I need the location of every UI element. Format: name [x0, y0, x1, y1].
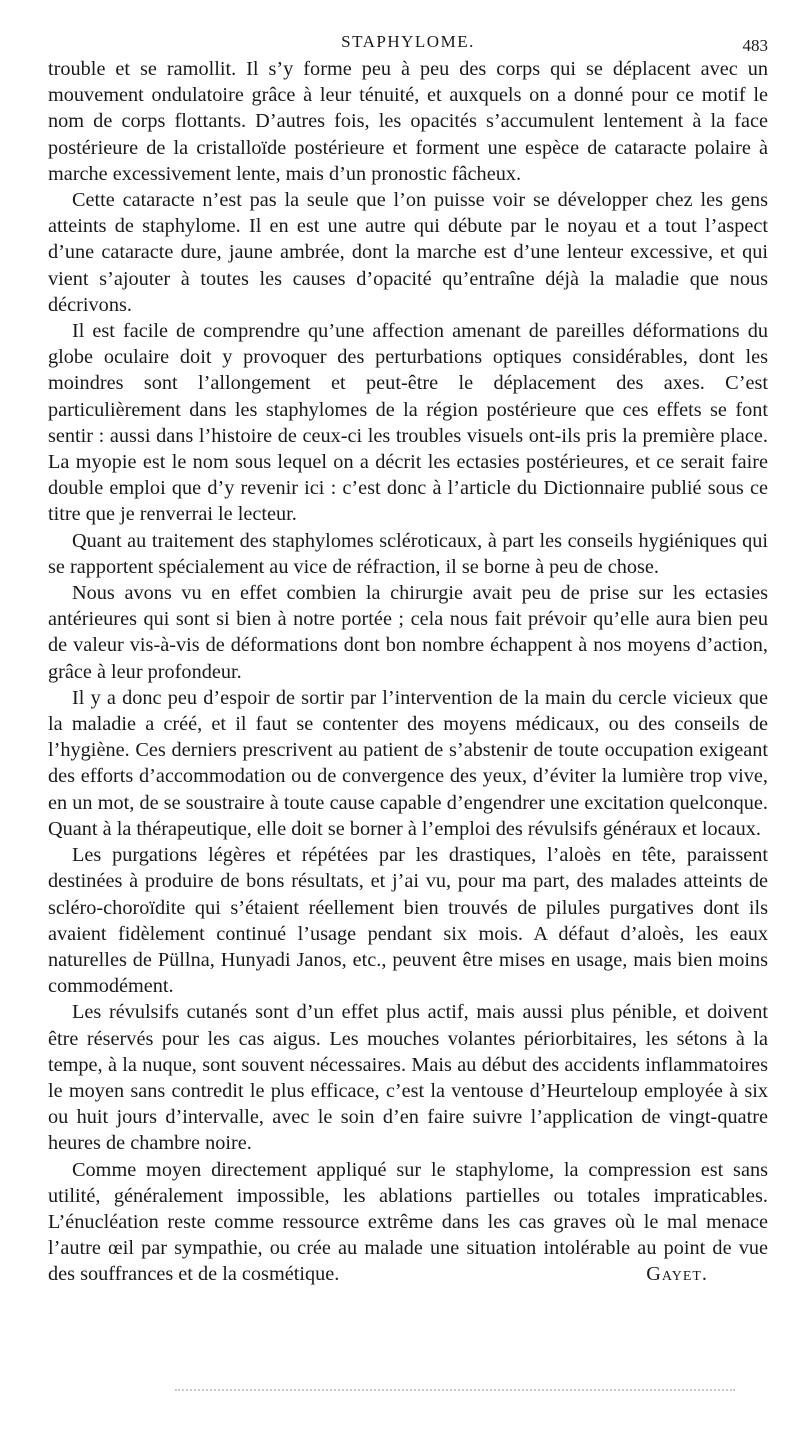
- paragraph: Quant au traitement des staphylomes scléroticaux, à part les conseils hygiéniques qui se rapportent spécialement au vice de réfraction, il se borne à peu de chose.: [48, 529, 768, 578]
- paragraph: Les purgations légères et répétées par les drastiques, l’aloès en tête, paraissent destinées à produire de bons résultats, et j’ai vu, pour ma part, des malades atteints de scléro-choroïdite qui s’étaient réellement bien trouvés de pilules purgatives dont ils avaient fidèlement continué l’usage pendant six mois. A défaut d’aloès, les eaux naturelles de Püllna, Hunyadi Janos, etc., peuvent être mises en usage, mais bien moins commodément.: [48, 844, 768, 998]
- author-signature: Gayet.: [646, 1263, 708, 1286]
- paragraph-text: Comme moyen directement appliqué sur le staphylome, la compression est sans utilité, généralement impossible, les ablations partielles ou totales impraticables. L’énucléation reste comme ressource extrême dans les cas graves où le mal menace l’autre œil par sympathie, ou crée au malade une situation intolérable au point de vue des souffrances et de la cosmétique.: [48, 1158, 768, 1286]
- running-title: STAPHYLOME.: [341, 32, 475, 51]
- page-number: 483: [742, 36, 768, 55]
- paragraph: trouble et se ramollit. Il s’y forme peu à peu des corps qui se déplacent avec un mouvement ondulatoire grâce à leur ténuité, et auxquels on a donné pour ce motif le nom de corps flottants. D’autres fois, les opacités s’accumulent lentement à la face postérieure de la cristalloïde postérieure et forment une espèce de cataracte polaire à marche excessivement lente, mais d’un pronostic fâcheux.: [48, 58, 768, 185]
- paragraph: Les révulsifs cutanés sont d’un effet plus actif, mais aussi plus pénible, et doivent être réservés pour les cas aigus. Les mouches volantes périorbitaires, les sétons à la tempe, à la nuque, sont souvent nécessaires. Mais au début des accidents inflammatoires le moyen sans contredit le plus efficace, c’est la ventouse d’Heurteloup employée à six ou huit jours d’intervalle, avec le soin d’en faire suivre l’application de vingt-quatre heures de chambre noire.: [48, 1001, 768, 1155]
- paragraph: Il est facile de comprendre qu’une affection amenant de pareilles déformations du globe oculaire doit y provoquer des perturbations optiques considérables, dont les moindres sont l’allongement et peut-être le déplacement des axes. C’est particulièrement dans les staphylomes de la région postérieure que ces effets se font sentir : aussi dans l’histoire de ceux-ci les troubles visuels ont-ils pris la première place. La myopie est le nom sous lequel on a décrit les ectasies postérieures, et ce serait faire double emploi que d’y revenir ici : c’est donc à l’article du Dictionnaire publié sous ce titre que je renverrai le lecteur.: [48, 320, 768, 526]
- paragraph: Cette cataracte n’est pas la seule que l’on puisse voir se développer chez les gens atteints de staphylome. Il en est une autre qui débute par le noyau et a tout l’aspect d’une cataracte dure, jaune ambrée, dont la marche est d’une lenteur excessive, et qui vient s’ajouter à toutes les causes d’opacité qu’entraîne déjà la maladie que nous décrivons.: [48, 189, 768, 316]
- body-text: [48, 56, 768, 1288]
- bottom-dotted-rule: [175, 1389, 735, 1391]
- paragraph: Nous avons vu en effet combien la chirurgie avait peu de prise sur les ectasies antérieures qui sont si bien à notre portée ; cela nous fait prévoir qu’elle aura bien peu de valeur vis-à-vis de déformations dont bon nombre échappent à nos moyens d’action, grâce à leur profondeur.: [48, 582, 768, 683]
- paragraph: Il y a donc peu d’espoir de sortir par l’intervention de la main du cercle vicieux que la maladie a créé, et il faut se contenter des moyens médicaux, ou des conseils de l’hygiène. Ces derniers prescrivent au patient de s’abstenir de toute occupation exigeant des efforts d’accommodation ou de convergence des yeux, d’éviter la lumière trop vive, en un mot, de se soustraire à toute cause capable d’engendrer une excitation quelconque. Quant à la thérapeutique, elle doit se borner à l’emploi des révulsifs généraux et locaux.: [48, 686, 768, 840]
- paragraph-last: [48, 1157, 768, 1288]
- book-page: [48, 28, 768, 1288]
- running-head: [48, 28, 768, 54]
